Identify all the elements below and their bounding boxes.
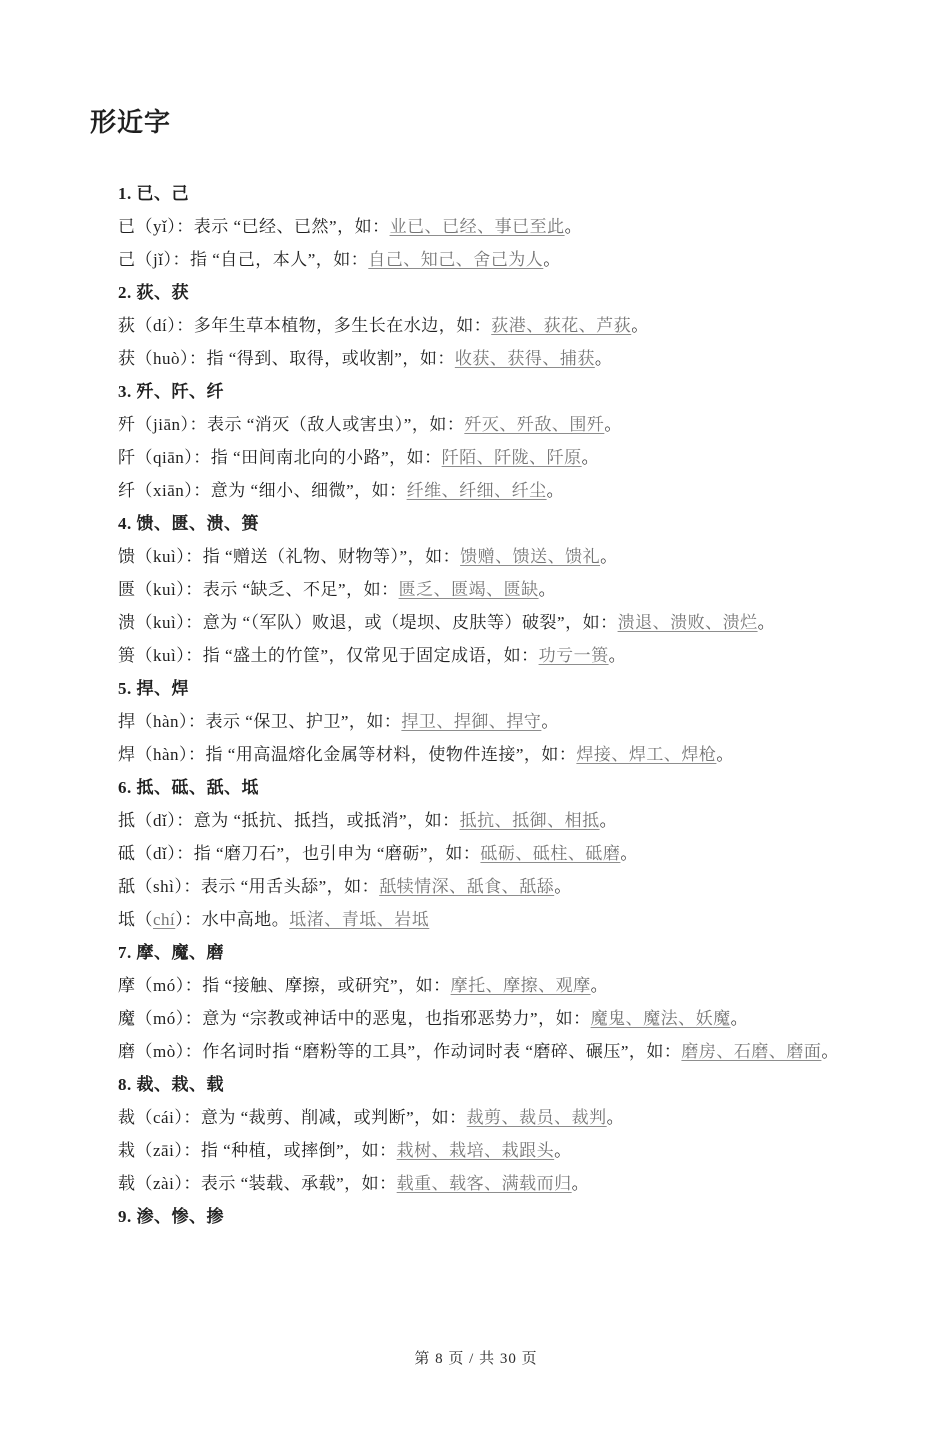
entry-desc: 水中高地。 xyxy=(201,910,290,929)
paren-close: ）： xyxy=(163,250,190,269)
entry-line xyxy=(118,1002,952,1035)
entry-examples: 自己、知己、舍己为人 xyxy=(368,250,544,269)
entry-char: 匮 xyxy=(118,580,136,599)
paren-close: ）： xyxy=(175,910,202,929)
entry-char: 摩 xyxy=(118,976,136,995)
entry-desc: 意为 “（军队）败退，或（堤坝、皮肤等）破裂”，如： xyxy=(202,613,618,632)
entry-desc: 意为 “抵抗、抵挡，或抵消”，如： xyxy=(193,811,460,830)
entry-tail: 。 xyxy=(538,580,557,599)
entry-pinyin: dǐ xyxy=(153,844,168,863)
section-heading: 6. 抵、砥、舐、坻 xyxy=(118,778,259,797)
entry-line xyxy=(118,408,952,441)
paren-close: ）： xyxy=(167,217,194,236)
entry-examples: 焊接、焊工、焊枪 xyxy=(576,745,717,764)
paren-open: （ xyxy=(135,1174,153,1193)
paren-close: ）： xyxy=(180,415,207,434)
page-footer: 第 8 页 / 共 30 页 xyxy=(414,1351,538,1367)
entry-desc: 作名词时指 “磨粉等的工具”，作动词时表 “磨碎、碾压”，如： xyxy=(202,1042,682,1061)
entry-pinyin: huò xyxy=(153,349,180,368)
paren-open: （ xyxy=(135,613,153,632)
entry-desc: 表示 “缺乏、不足”，如： xyxy=(202,580,399,599)
paren-open: （ xyxy=(135,217,153,236)
page-title: 形近字 xyxy=(90,108,172,137)
section-heading: 7. 摩、魔、磨 xyxy=(118,943,224,962)
entry-tail: 。 xyxy=(606,1108,625,1127)
paren-close: ）： xyxy=(175,1042,203,1061)
entry-char: 荻 xyxy=(118,316,136,335)
entry-desc: 指 “赠送（礼物、财物等）”，如： xyxy=(202,547,461,566)
entry-char: 裁 xyxy=(118,1108,136,1127)
content-area xyxy=(118,177,952,1233)
entry-desc: 多年生草本植物，多生长在水边，如： xyxy=(193,316,492,335)
entry-pinyin: kuì xyxy=(153,580,177,599)
entry-examples: 磨房、石磨、磨面 xyxy=(681,1042,822,1061)
paren-close: ）： xyxy=(176,613,203,632)
entry-char: 歼 xyxy=(118,415,136,434)
entry-line xyxy=(118,441,952,474)
entry-pinyin: hàn xyxy=(153,712,180,731)
paren-open: （ xyxy=(135,250,153,269)
entry-desc: 指 “得到、取得，或收割”，如： xyxy=(206,349,455,368)
entry-examples: 馈赠、馈送、馈礼 xyxy=(460,547,601,566)
entry-pinyin: qiān xyxy=(153,448,185,467)
paren-open: （ xyxy=(135,910,153,929)
paren-open: （ xyxy=(135,976,153,995)
paren-close: ）： xyxy=(179,745,206,764)
entry-examples: 捍卫、捍御、捍守 xyxy=(401,712,542,731)
entry-char: 抵 xyxy=(118,811,136,830)
entry-desc: 意为 “细小、细微”，如： xyxy=(210,481,407,500)
entry-examples: 功亏一篑 xyxy=(538,646,609,665)
entry-desc: 指 “盛土的竹筐”，仅常见于固定成语，如： xyxy=(202,646,539,665)
paren-close: ）： xyxy=(180,349,207,368)
entry-char: 纤 xyxy=(118,481,136,500)
entry-char: 己 xyxy=(118,250,136,269)
entry-desc: 指 “磨刀石”，也引申为 “磨砺”，如： xyxy=(193,844,481,863)
paren-open: （ xyxy=(135,1009,153,1028)
section-heading: 8. 裁、栽、载 xyxy=(118,1075,224,1094)
paren-close: ）： xyxy=(167,811,194,830)
entry-tail: 。 xyxy=(564,217,583,236)
entry-line xyxy=(118,705,952,738)
entry-examples: 溃退、溃败、溃烂 xyxy=(617,613,758,632)
entry-tail: 。 xyxy=(757,613,776,632)
entry-examples: 裁剪、裁员、裁判 xyxy=(466,1108,607,1127)
paren-close: ）： xyxy=(167,316,194,335)
entry-pinyin: dǐ xyxy=(153,811,168,830)
entry-line xyxy=(118,1134,952,1167)
entry-char: 坻 xyxy=(118,910,136,929)
paren-open: （ xyxy=(135,712,153,731)
entry-desc: 指 “田间南北向的小路”，如： xyxy=(210,448,442,467)
entry-char: 捍 xyxy=(118,712,136,731)
entry-pinyin: chí xyxy=(153,910,176,929)
paren-close: ）： xyxy=(175,1009,203,1028)
paren-open: （ xyxy=(135,877,153,896)
document-page xyxy=(0,106,952,1367)
paren-close: ）： xyxy=(174,1174,201,1193)
entry-pinyin: mó xyxy=(153,1009,176,1028)
entry-tail: 。 xyxy=(554,1141,572,1160)
entry-char: 阡 xyxy=(118,448,136,467)
paren-close: ）： xyxy=(184,448,211,467)
entry-desc: 表示 “用舌头舔”，如： xyxy=(200,877,380,896)
entry-line xyxy=(118,573,952,606)
entry-desc: 指 “接触、摩擦，或研究”，如： xyxy=(202,976,451,995)
entry-desc: 指 “用高温熔化金属等材料，使物件连接”，如： xyxy=(205,745,577,764)
entry-char: 魔 xyxy=(118,1009,136,1028)
entry-tail: 。 xyxy=(581,448,600,467)
entry-tail: 。 xyxy=(604,415,622,434)
entry-pinyin: shì xyxy=(153,877,175,896)
entry-tail: 。 xyxy=(716,745,734,764)
entry-line xyxy=(118,210,952,243)
entry-pinyin: yǐ xyxy=(153,217,168,236)
entry-pinyin: kuì xyxy=(153,547,177,566)
paren-close: ）： xyxy=(176,646,203,665)
paren-close: ）： xyxy=(175,976,203,995)
entry-tail: 。 xyxy=(543,250,561,269)
paren-close: ）： xyxy=(179,712,206,731)
entry-line xyxy=(118,903,952,936)
entry-line xyxy=(118,837,952,870)
paren-open: （ xyxy=(135,448,153,467)
entry-pinyin: xiān xyxy=(153,481,185,500)
entry-line xyxy=(118,243,952,276)
paren-close: ）： xyxy=(176,547,203,566)
entry-tail: 。 xyxy=(821,1042,839,1061)
paren-open: （ xyxy=(135,547,153,566)
entry-char: 馈 xyxy=(118,547,136,566)
paren-open: （ xyxy=(135,349,153,368)
entry-desc: 意为 “裁剪、削减，或判断”，如： xyxy=(200,1108,467,1127)
entry-examples: 纤维、纤细、纤尘 xyxy=(406,481,547,500)
entry-examples: 栽树、栽培、栽跟头 xyxy=(396,1141,555,1160)
entry-line xyxy=(118,606,952,639)
entry-char: 栽 xyxy=(118,1141,136,1160)
entry-char: 焊 xyxy=(118,745,136,764)
paren-open: （ xyxy=(135,1108,153,1127)
entry-pinyin: jǐ xyxy=(153,250,164,269)
paren-close: ）： xyxy=(174,877,201,896)
section-heading: 5. 捍、焊 xyxy=(118,679,189,698)
paren-open: （ xyxy=(135,1141,153,1160)
section-heading: 3. 歼、阡、纤 xyxy=(118,382,224,401)
entry-examples: 魔鬼、魔法、妖魔 xyxy=(590,1009,731,1028)
entry-tail: 。 xyxy=(554,877,572,896)
paren-open: （ xyxy=(135,745,153,764)
entry-char: 磨 xyxy=(118,1042,136,1061)
paren-open: （ xyxy=(135,1042,153,1061)
entry-pinyin: zāi xyxy=(153,1141,175,1160)
paren-close: ）： xyxy=(174,1141,201,1160)
entry-line xyxy=(118,342,952,375)
entry-line xyxy=(118,309,952,342)
entry-tail: 。 xyxy=(594,349,613,368)
entry-pinyin: cái xyxy=(153,1108,175,1127)
entry-tail: 。 xyxy=(571,1174,590,1193)
entry-examples: 舐犊情深、舐食、舐舔 xyxy=(379,877,555,896)
entry-examples: 抵抗、抵御、相抵 xyxy=(459,811,600,830)
paren-close: ）： xyxy=(167,844,194,863)
entry-char: 篑 xyxy=(118,646,136,665)
paren-close: ）： xyxy=(184,481,211,500)
entry-line xyxy=(118,969,952,1002)
entry-examples: 收获、获得、捕获 xyxy=(454,349,595,368)
entry-desc: 表示 “消灭（敌人或害虫）”，如： xyxy=(207,415,465,434)
entry-examples: 荻港、荻花、芦荻 xyxy=(491,316,632,335)
entry-line xyxy=(118,1167,952,1200)
entry-char: 溃 xyxy=(118,613,136,632)
section-heading: 4. 馈、匮、溃、篑 xyxy=(118,514,259,533)
entry-examples: 载重、载客、满载而归 xyxy=(396,1174,572,1193)
entry-examples: 匮乏、匮竭、匮缺 xyxy=(398,580,539,599)
paren-open: （ xyxy=(135,415,153,434)
entry-desc: 表示 “已经、已然”，如： xyxy=(193,217,390,236)
paren-open: （ xyxy=(135,316,153,335)
entry-line xyxy=(118,639,952,672)
entry-examples: 坻渚、青坻、岩坻 xyxy=(289,910,430,929)
entry-tail: 。 xyxy=(599,811,618,830)
entry-desc: 指 “自己，本人”，如： xyxy=(189,250,369,269)
entry-examples: 歼灭、歼敌、围歼 xyxy=(464,415,605,434)
entry-tail: 。 xyxy=(590,976,609,995)
paren-open: （ xyxy=(135,811,153,830)
entry-line xyxy=(118,474,952,507)
entry-tail: 。 xyxy=(546,481,565,500)
entry-tail: 。 xyxy=(620,844,638,863)
section-heading: 1. 已、己 xyxy=(118,184,189,203)
entry-char: 已 xyxy=(118,217,136,236)
entry-examples: 砥砺、砥柱、砥磨 xyxy=(480,844,621,863)
entry-line xyxy=(118,804,952,837)
paren-close: ）： xyxy=(176,580,203,599)
section-heading: 9. 渗、惨、掺 xyxy=(118,1207,224,1226)
entry-char: 舐 xyxy=(118,877,136,896)
entry-examples: 摩托、摩擦、观摩 xyxy=(450,976,591,995)
entry-desc: 指 “种植，或摔倒”，如： xyxy=(200,1141,397,1160)
section-heading: 2. 荻、获 xyxy=(118,283,189,302)
entry-pinyin: zài xyxy=(153,1174,175,1193)
entry-line xyxy=(118,540,952,573)
entry-tail: 。 xyxy=(730,1009,749,1028)
entry-desc: 表示 “保卫、护卫”，如： xyxy=(205,712,402,731)
entry-char: 载 xyxy=(118,1174,136,1193)
entry-pinyin: mó xyxy=(153,976,176,995)
entry-pinyin: mò xyxy=(153,1042,176,1061)
entry-line xyxy=(118,1101,952,1134)
entry-pinyin: jiān xyxy=(153,415,181,434)
entry-pinyin: kuì xyxy=(153,646,177,665)
entry-line xyxy=(118,1035,952,1068)
entry-pinyin: hàn xyxy=(153,745,180,764)
entry-pinyin: dí xyxy=(153,316,168,335)
entry-line xyxy=(118,738,952,771)
entry-char: 砥 xyxy=(118,844,136,863)
entry-desc: 表示 “装载、承载”，如： xyxy=(200,1174,397,1193)
entry-char: 获 xyxy=(118,349,136,368)
paren-open: （ xyxy=(135,646,153,665)
entry-examples: 阡陌、阡陇、阡原 xyxy=(441,448,582,467)
entry-line xyxy=(118,870,952,903)
entry-tail: 。 xyxy=(541,712,559,731)
paren-open: （ xyxy=(135,580,153,599)
entry-examples: 业已、已经、事已至此 xyxy=(389,217,565,236)
paren-open: （ xyxy=(135,481,153,500)
entry-tail: 。 xyxy=(608,646,627,665)
entry-pinyin: kuì xyxy=(153,613,177,632)
entry-tail: 。 xyxy=(600,547,618,566)
paren-close: ）： xyxy=(174,1108,201,1127)
entry-desc: 意为 “宗教或神话中的恶鬼，也指邪恶势力”，如： xyxy=(202,1009,591,1028)
entry-tail: 。 xyxy=(631,316,649,335)
paren-open: （ xyxy=(135,844,153,863)
